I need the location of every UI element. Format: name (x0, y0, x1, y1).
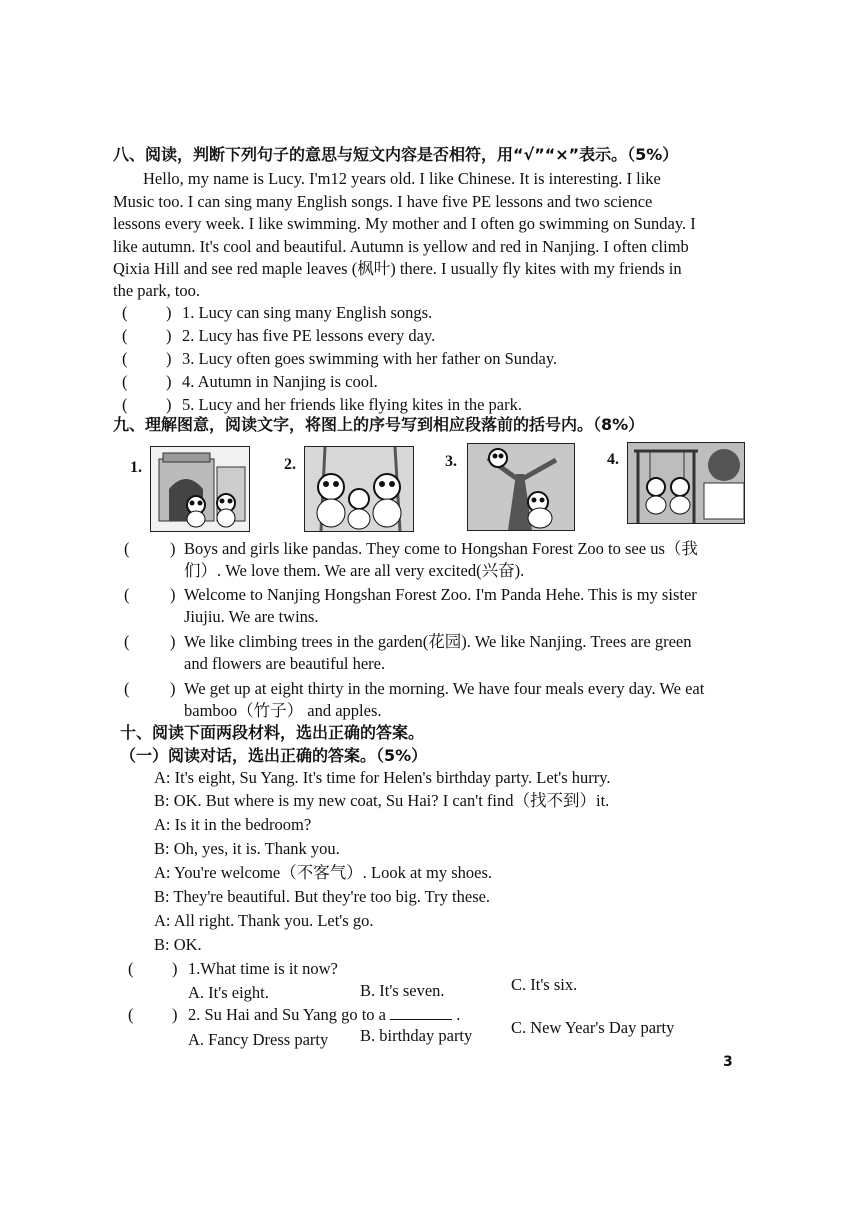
dialogue-line: A: All right. Thank you. Let's go. (154, 911, 374, 930)
question-stem: 1.What time is it now? (188, 959, 338, 978)
question-stem-text: 2. Su Hai and Su Yang go to a (188, 1005, 387, 1024)
dialogue-line: A: Is it in the bedroom? (154, 815, 312, 834)
answer-paren-open: ( (122, 372, 128, 391)
paragraph-line: and flowers are beautiful here. (184, 654, 386, 673)
answer-paren-close: ) (170, 539, 176, 558)
paragraph-line: 们）. We love them. We are all very excited(兴奋). (184, 561, 525, 580)
passage-line: Qixia Hill and see red maple leaves (枫叶) there. I usually fly kites with my friends in (113, 259, 682, 278)
answer-paren-open: ( (128, 959, 134, 978)
answer-paren-open: ( (124, 539, 130, 558)
judge-item: 5. Lucy and her friends like flying kites in the park. (182, 395, 522, 414)
answer-paren-close: ) (172, 1005, 178, 1024)
answer-paren-close: ) (166, 395, 172, 414)
judge-item: 3. Lucy often goes swimming with her father on Sunday. (182, 349, 558, 368)
picture-number: 2. (284, 456, 296, 473)
paragraph-line: Jiujiu. We are twins. (184, 607, 319, 626)
paragraph-line: Boys and girls like pandas. They come to Hongshan Forest Zoo to see us（我 (184, 539, 698, 558)
paragraph-line: We like climbing trees in the garden(花园). We like Nanjing. Trees are green (184, 632, 692, 651)
passage-line: lessons every week. I like swimming. My mother and I often go swimming on Sunday. I (113, 214, 696, 233)
dialogue-line: A: It's eight, Su Yang. It's time for Helen's birthday party. Let's hurry. (154, 768, 611, 787)
option-c: C. It's six. (511, 975, 578, 994)
dialogue-line: B: Oh, yes, it is. Thank you. (154, 839, 340, 858)
answer-paren-open: ( (122, 326, 128, 345)
option-b: B. It's seven. (360, 981, 445, 1000)
passage-line: Hello, my name is Lucy. I'm12 years old. I like Chinese. It is interesting. I like (143, 169, 661, 188)
picture-number: 1. (130, 459, 142, 476)
passage-line: like autumn. It's cool and beautiful. Autumn is yellow and red in Nanjing. I often climb (113, 237, 689, 256)
part-1-title: （一）阅读对话，选出正确的答案。（5%） (120, 746, 428, 765)
answer-paren-open: ( (124, 585, 130, 604)
judge-item: 1. Lucy can sing many English songs. (182, 303, 433, 322)
picture-number: 3. (445, 453, 457, 470)
passage-line: Music too. I can sing many English songs. I have five PE lessons and two science (113, 192, 653, 211)
picture-zoo-gate (150, 446, 250, 532)
answer-paren-open: ( (128, 1005, 134, 1024)
section-10-title: 十、阅读下面两段材料，选出正确的答案。 (120, 723, 425, 742)
question-stem-end: . (456, 1005, 461, 1024)
answer-blank (390, 1005, 452, 1020)
answer-paren-close: ) (172, 959, 178, 978)
paragraph-line: Welcome to Nanjing Hongshan Forest Zoo. I'm Panda Hehe. This is my sister (184, 585, 697, 604)
judge-item: 4. Autumn in Nanjing is cool. (182, 372, 378, 391)
passage-line: the park, too. (113, 281, 201, 300)
paragraph-line: We get up at eight thirty in the morning. We have four meals every day. We eat (184, 679, 705, 698)
dialogue-line: B: OK. But where is my new coat, Su Hai? I can't find（找不到）it. (154, 791, 610, 810)
dialogue-line: B: They're beautiful. But they're too big. Try these. (154, 887, 491, 906)
judge-item: 2. Lucy has five PE lessons every day. (182, 326, 436, 345)
picture-number: 4. (607, 451, 619, 468)
page-number: 3 (723, 1054, 733, 1070)
option-a: A. It's eight. (188, 983, 269, 1002)
answer-paren-close: ) (166, 303, 172, 322)
option-a: A. Fancy Dress party (188, 1030, 329, 1049)
answer-paren-open: ( (122, 349, 128, 368)
paragraph-line: bamboo（竹子） and apples. (184, 701, 382, 720)
picture-pandas-eating (304, 446, 414, 532)
option-c: C. New Year's Day party (511, 1018, 675, 1037)
question-stem (188, 1004, 460, 1026)
picture-pandas-swing (627, 442, 745, 524)
answer-paren-open: ( (122, 395, 128, 414)
answer-paren-close: ) (166, 349, 172, 368)
picture-pandas-tree (467, 443, 575, 531)
answer-paren-close: ) (170, 585, 176, 604)
answer-paren-close: ) (170, 679, 176, 698)
dialogue-line: B: OK. (154, 935, 202, 954)
section-8-title: 八、阅读，判断下列句子的意思与短文内容是否相符，用“√”“×”表示。（5%） (113, 145, 679, 164)
answer-paren-open: ( (124, 679, 130, 698)
answer-paren-open: ( (122, 303, 128, 322)
section-9-title: 九、理解图意，阅读文字，将图上的序号写到相应段落前的括号内。（8%） (113, 415, 645, 434)
answer-paren-close: ) (170, 632, 176, 651)
option-b: B. birthday party (360, 1026, 473, 1045)
dialogue-line: A: You're welcome（不客气）. Look at my shoes. (154, 863, 492, 882)
answer-paren-open: ( (124, 632, 130, 651)
answer-paren-close: ) (166, 326, 172, 345)
answer-paren-close: ) (166, 372, 172, 391)
